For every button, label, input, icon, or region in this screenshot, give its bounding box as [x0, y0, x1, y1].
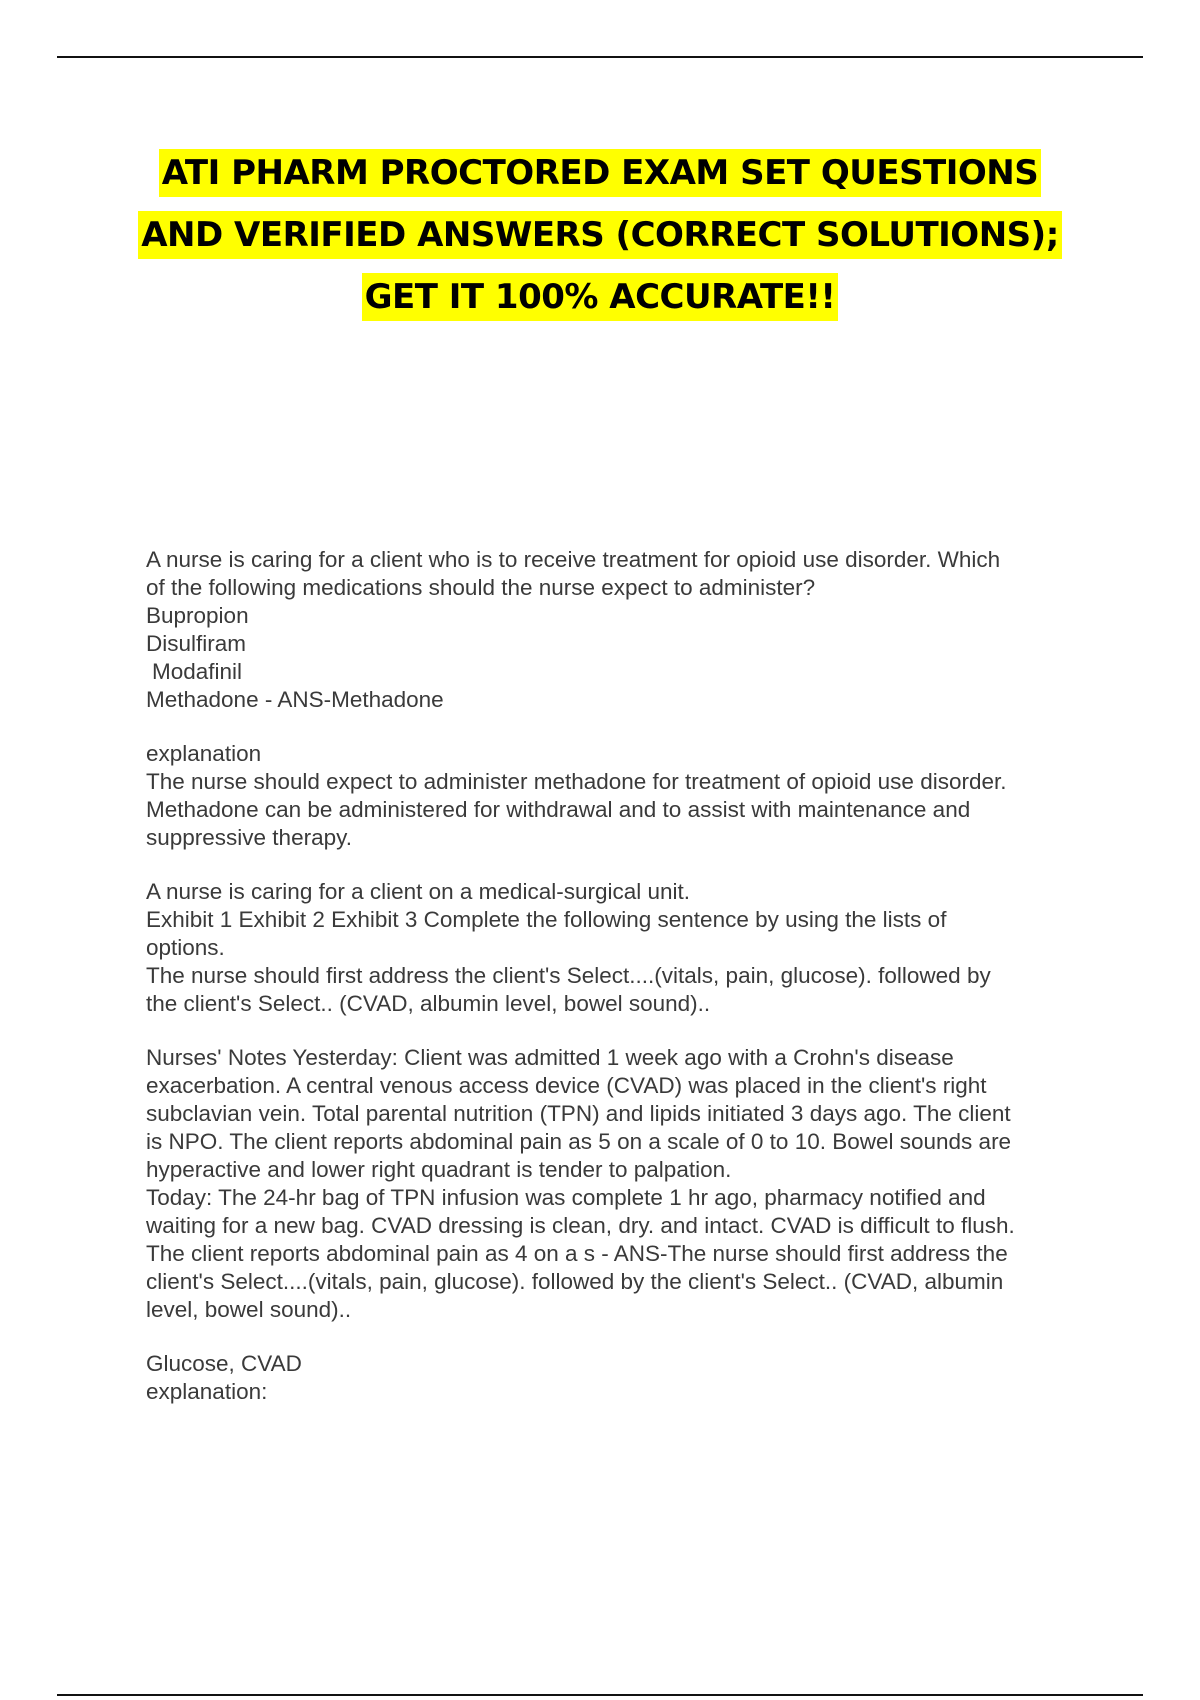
nurses-notes-text: exacerbation. A central venous access device (CVAD) was placed in the client's right [146, 1073, 987, 1098]
answer-option: Modafinil [152, 659, 243, 684]
answer-option: Methadone - ANS-Methadone [146, 687, 444, 712]
title-line [0, 142, 1200, 204]
top-rule [57, 56, 1143, 58]
title-line-text: AND VERIFIED ANSWERS (CORRECT SOLUTIONS); [138, 211, 1062, 259]
question-2-text: options. [146, 935, 225, 960]
nurses-notes-text: The client reports abdominal pain as 4 on a s - ANS-The nurse should first address the [146, 1241, 1008, 1266]
explanation-text: The nurse should expect to administer methadone for treatment of opioid use disorder. [146, 769, 1007, 794]
document-title [0, 142, 1200, 328]
explanation-label: explanation [146, 741, 262, 766]
nurses-notes-text: is NPO. The client reports abdominal pain as 5 on a scale of 0 to 10. Bowel sounds are [146, 1129, 1012, 1154]
answer-text: Glucose, CVAD [146, 1351, 302, 1376]
nurses-notes-text: hyperactive and lower right quadrant is tender to palpation. [146, 1157, 732, 1182]
title-line-text: ATI PHARM PROCTORED EXAM SET QUESTIONS [159, 149, 1042, 197]
nurses-notes-text: client's Select....(vitals, pain, glucose). followed by the client's Select.. (CVAD, albumin [146, 1269, 1004, 1294]
question-1-text: of the following medications should the nurse expect to administer? [146, 575, 816, 600]
answer-option: Bupropion [146, 603, 249, 628]
title-line [0, 266, 1200, 328]
document-body [146, 546, 1106, 1406]
nurses-notes-text: Nurses' Notes Yesterday: Client was admitted 1 week ago with a Crohn's disease [146, 1045, 954, 1070]
question-1-text: A nurse is caring for a client who is to receive treatment for opioid use disorder. Which [146, 547, 1001, 572]
bottom-rule [57, 1694, 1143, 1696]
title-line [0, 204, 1200, 266]
explanation-text: Methadone can be administered for withdrawal and to assist with maintenance and [146, 797, 971, 822]
nurses-notes-text: subclavian vein. Total parental nutrition (TPN) and lipids initiated 3 days ago. The client [146, 1101, 1011, 1126]
question-2-text: the client's Select.. (CVAD, albumin level, bowel sound).. [146, 991, 711, 1016]
explanation-text: suppressive therapy. [146, 825, 352, 850]
explanation-label: explanation: [146, 1379, 268, 1404]
nurses-notes-text: Today: The 24-hr bag of TPN infusion was complete 1 hr ago, pharmacy notified and [146, 1185, 986, 1210]
nurses-notes-text: level, bowel sound).. [146, 1297, 352, 1322]
title-line-text: GET IT 100% ACCURATE!! [362, 273, 839, 321]
question-2-text: Exhibit 1 Exhibit 2 Exhibit 3 Complete the following sentence by using the lists of [146, 907, 947, 932]
question-2-text: The nurse should first address the client's Select....(vitals, pain, glucose). followed by [146, 963, 991, 988]
question-2-text: A nurse is caring for a client on a medical-surgical unit. [146, 879, 691, 904]
answer-option: Disulfiram [146, 631, 247, 656]
nurses-notes-text: waiting for a new bag. CVAD dressing is clean, dry. and intact. CVAD is difficult to flush. [146, 1213, 1015, 1238]
